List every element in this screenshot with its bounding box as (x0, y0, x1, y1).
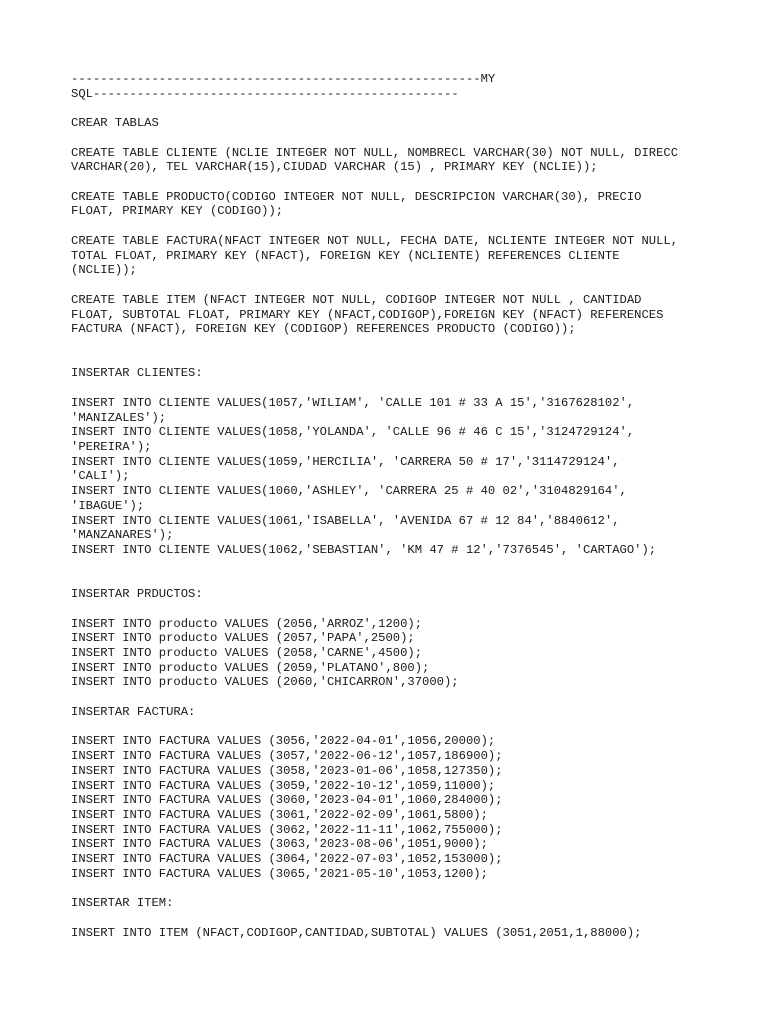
code-line: INSERT INTO CLIENTE VALUES(1060,'ASHLEY', 'CARRERA 25 # 40 02','3104829164', (71, 484, 627, 499)
code-line: CREATE TABLE FACTURA(NFACT INTEGER NOT NULL, FECHA DATE, NCLIENTE INTEGER NOT NULL, (71, 233, 679, 248)
code-line: 'CALI'); (71, 469, 130, 484)
code-line: INSERT INTO FACTURA VALUES (3060,'2023-04-01',1060,284000); (71, 793, 503, 808)
code-line: TOTAL FLOAT, PRIMARY KEY (NFACT), FOREIGN KEY (NCLIENTE) REFERENCES CLIENTE (71, 248, 620, 263)
insert-item-block (71, 926, 761, 941)
code-line: INSERT INTO producto VALUES (2059,'PLATANO',800); (71, 660, 430, 675)
code-line: INSERT INTO FACTURA VALUES (3058,'2023-01-06',1058,127350); (71, 763, 503, 778)
create-table-cliente (71, 146, 761, 175)
code-line: INSERT INTO CLIENTE VALUES(1059,'HERCILIA', 'CARRERA 50 # 17','3114729124', (71, 454, 620, 469)
code-line: CREATE TABLE CLIENTE (NCLIE INTEGER NOT NULL, NOMBRECL VARCHAR(30) NOT NULL, DIRECC (71, 145, 679, 160)
section-heading-insertar-item (71, 896, 761, 911)
code-line: CREATE TABLE ITEM (NFACT INTEGER NOT NULL, CODIGOP INTEGER NOT NULL , CANTIDAD (71, 292, 642, 307)
section-heading: INSERTAR FACTURA: (71, 704, 196, 719)
code-line: INSERT INTO FACTURA VALUES (3056,'2022-04-01',1056,20000); (71, 734, 496, 749)
code-line: INSERT INTO CLIENTE VALUES(1058,'YOLANDA', 'CALLE 96 # 46 C 15','3124729124', (71, 425, 635, 440)
code-line: (NCLIE)); (71, 263, 137, 278)
code-line: INSERT INTO FACTURA VALUES (3063,'2023-08-06',1051,9000); (71, 837, 488, 852)
document-header (71, 72, 761, 101)
code-line: INSERT INTO CLIENTE VALUES(1057,'WILIAM', 'CALLE 101 # 33 A 15','3167628102', (71, 395, 635, 410)
code-line: INSERT INTO producto VALUES (2056,'ARROZ',1200); (71, 616, 423, 631)
section-heading: INSERTAR PRDUCTOS: (71, 587, 203, 602)
code-line: 'IBAGUE'); (71, 498, 145, 513)
code-line: VARCHAR(20), TEL VARCHAR(15),CIUDAD VARCHAR (15) , PRIMARY KEY (NCLIE)); (71, 160, 598, 175)
insert-clientes-block (71, 396, 761, 558)
code-line: INSERT INTO FACTURA VALUES (3065,'2021-05-10',1053,1200); (71, 866, 488, 881)
section-heading-insertar-factura (71, 705, 761, 720)
code-line: FLOAT, PRIMARY KEY (CODIGO)); (71, 204, 284, 219)
header-line: --------------------------------------------------------MY (71, 72, 496, 86)
section-heading: INSERTAR CLIENTES: (71, 366, 203, 381)
sql-document (71, 72, 761, 955)
code-line: 'MANZANARES'); (71, 528, 174, 543)
create-table-factura (71, 234, 761, 278)
code-line: INSERT INTO CLIENTE VALUES(1061,'ISABELLA', 'AVENIDA 67 # 12 84','8840612', (71, 513, 620, 528)
code-line: INSERT INTO producto VALUES (2058,'CARNE',4500); (71, 646, 423, 661)
create-table-producto (71, 190, 761, 219)
section-heading: INSERTAR ITEM: (71, 896, 174, 911)
code-line: FLOAT, SUBTOTAL FLOAT, PRIMARY KEY (NFACT,CODIGOP),FOREIGN KEY (NFACT) REFERENCES (71, 307, 664, 322)
code-line: 'PEREIRA'); (71, 439, 152, 454)
section-heading-insertar-productos (71, 587, 761, 602)
code-line: INSERT INTO CLIENTE VALUES(1062,'SEBASTIAN', 'KM 47 # 12','7376545', 'CARTAGO'); (71, 543, 657, 557)
code-line: INSERT INTO FACTURA VALUES (3064,'2022-07-03',1052,153000); (71, 852, 503, 867)
code-line: FACTURA (NFACT), FOREIGN KEY (CODIGOP) REFERENCES PRODUCTO (CODIGO)); (71, 322, 576, 337)
code-line: INSERT INTO ITEM (NFACT,CODIGOP,CANTIDAD,SUBTOTAL) VALUES (3051,2051,1,88000); (71, 925, 642, 940)
create-table-item (71, 293, 761, 337)
code-line: INSERT INTO FACTURA VALUES (3062,'2022-11-11',1062,755000); (71, 822, 503, 837)
code-line: INSERT INTO FACTURA VALUES (3059,'2022-10-12',1059,11000); (71, 778, 496, 793)
header-line: SQL-------------------------------------------------- (71, 86, 459, 101)
code-line: INSERT INTO FACTURA VALUES (3057,'2022-06-12',1057,186900); (71, 749, 503, 764)
code-line: CREATE TABLE PRODUCTO(CODIGO INTEGER NOT NULL, DESCRIPCION VARCHAR(30), PRECIO (71, 189, 642, 204)
section-heading: CREAR TABLAS (71, 116, 159, 131)
code-line: INSERT INTO producto VALUES (2060,'CHICARRON',37000); (71, 675, 459, 690)
code-line: INSERT INTO FACTURA VALUES (3061,'2022-02-09',1061,5800); (71, 807, 488, 822)
code-line: INSERT INTO producto VALUES (2057,'PAPA',2500); (71, 631, 415, 646)
insert-factura-block (71, 734, 761, 881)
insert-productos-block (71, 617, 761, 691)
section-heading-crear-tablas (71, 116, 761, 131)
code-line: 'MANIZALES'); (71, 410, 167, 425)
section-heading-insertar-clientes (71, 366, 761, 381)
